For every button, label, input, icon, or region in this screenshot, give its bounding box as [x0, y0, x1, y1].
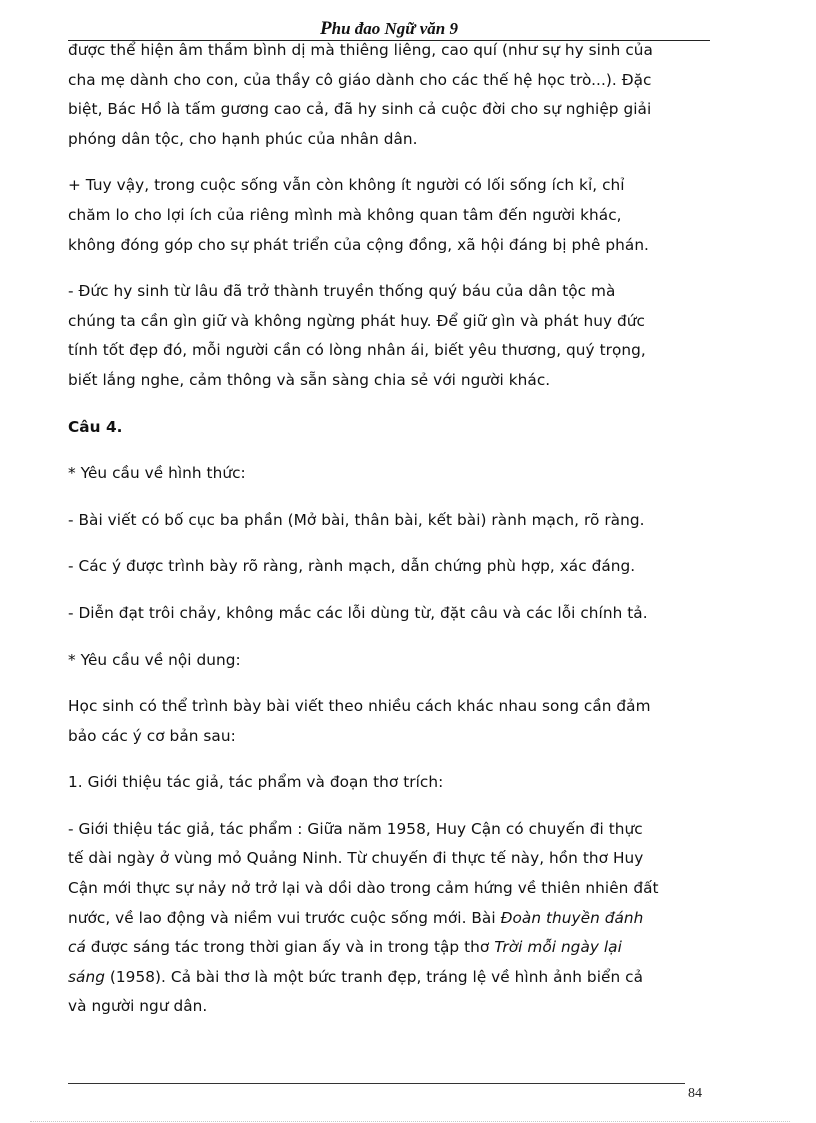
paragraph-author-intro: - Giới thiệu tác giả, tác phẩm : Giữa năm 1958, Huy Cận có chuyến đi thực tế dài ngày ở vùng mỏ Quảng Ninh. Từ chuyến đi thực tế này, hồn thơ Huy Cận mới thực sự nảy nở trở lại và dồi dào trong cảm hứng về thiên nhiên đất nước, về lao động và niềm vui trước cuộc sống mới. Bài Đoàn thuyền đánh cá được sáng tác trong thời gian ấy và in trong tập thơ Trời mỗi ngày lại sáng (1958). Cả bài thơ là một bức tranh đẹp, tráng lệ về hình ảnh biển cả và người ngư dân.	[68, 819, 659, 1016]
paragraph-sacrifice-examples: được thể hiện âm thầm bình dị mà thiêng liêng, cao quí (như sự hy sinh của cha mẹ dành cho con, của thầy cô giáo dành cho các thế hệ học trò...). Đặc biệt, Bác Hồ là tấm gương cao cả, đã hy sinh cả cuộc đời cho sự nghiệp giải phóng dân tộc, cho hạnh phúc của nhân dân.	[68, 41, 653, 148]
form-requirements-title: * Yêu cầu về hình thức:	[68, 464, 246, 483]
footer-rule	[68, 1083, 685, 1084]
document-body	[68, 36, 716, 1039]
question-heading: Câu 4.	[68, 417, 123, 436]
page-edge-divider	[30, 1121, 790, 1122]
collection-title-part-2: sáng	[68, 967, 105, 986]
content-requirements-title: * Yêu cầu về nội dung:	[68, 650, 241, 669]
page-number: 84	[688, 1086, 702, 1101]
paragraph-basic-ideas: Học sinh có thể trình bày bài viết theo nhiều cách khác nhau song cần đảm bảo các ý cơ bản sau:	[68, 697, 651, 745]
poem-title-part-1: Đoàn thuyền đánh	[500, 908, 644, 927]
form-requirement-1: - Bài viết có bố cục ba phần (Mở bài, thân bài, kết bài) rành mạch, rõ ràng.	[68, 510, 645, 529]
collection-title-part-1: Trời mỗi ngày lại	[494, 938, 622, 957]
header-title: Phu đao Ngữ văn 9	[320, 18, 458, 39]
poem-title-part-2: cá	[68, 938, 86, 957]
form-requirement-2: - Các ý được trình bày rõ ràng, rành mạch, dẫn chứng phù hợp, xác đáng.	[68, 557, 636, 576]
form-requirement-3: - Diễn đạt trôi chảy, không mắc các lỗi dùng từ, đặt câu và các lỗi chính tả.	[68, 603, 648, 622]
paragraph-selfish-critique: + Tuy vậy, trong cuộc sống vẫn còn không ít người có lối sống ích kỉ, chỉ chăm lo cho lợi ích của riêng mình mà không quan tâm đến người khác, không đóng góp cho sự phát triển của cộng đồng, xã hội đáng bị phê phán.	[68, 176, 649, 254]
paragraph-tradition: - Đức hy sinh từ lâu đã trở thành truyền thống quý báu của dân tộc mà chúng ta cần gìn giữ và không ngừng phát huy. Để giữ gìn và phát huy đức tính tốt đẹp đó, mỗi người cần có lòng nhân ái, biết yêu thương, quý trọng, biết lắng nghe, cảm thông và sẵn sàng chia sẻ với người khác.	[68, 282, 646, 389]
point-1-heading: 1. Giới thiệu tác giả, tác phẩm và đoạn thơ trích:	[68, 773, 444, 792]
